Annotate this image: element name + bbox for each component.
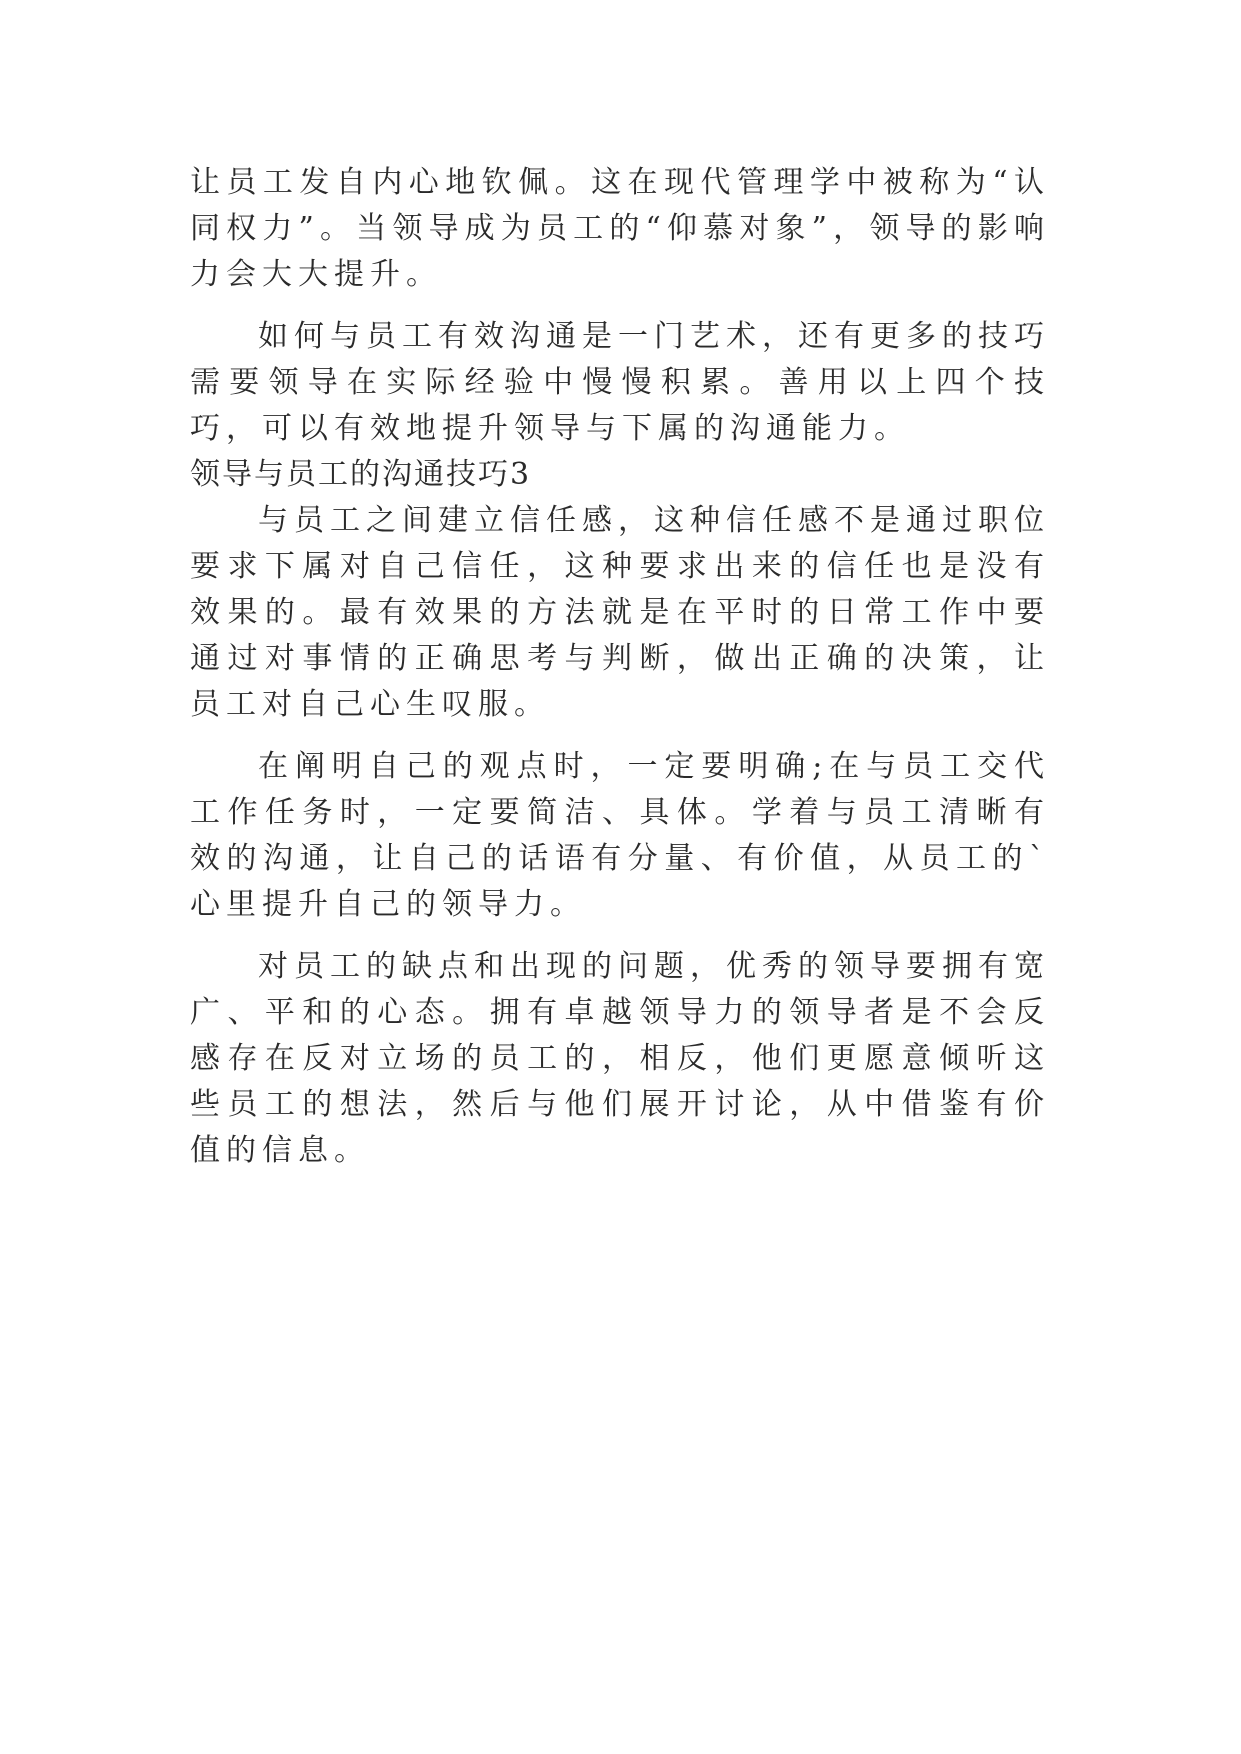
paragraph-communication-art: 如何与员工有效沟通是一门艺术，还有更多的技巧需要领导在实际经验中慢慢积累。善用以上四个技巧，可以有效地提升领导与下属的沟通能力。 (190, 319, 1050, 446)
paragraph-open-mindset: 对员工的缺点和出现的问题，优秀的领导要拥有宽广、平和的心态。拥有卓越领导力的领导者是不会反感存在反对立场的员工的，相反，他们更愿意倾听这些员工的想法，然后与他们展开讨论，从中借鉴有价值的信息。 (190, 949, 1050, 1168)
paragraph-clarity: 在阐明自己的观点时，一定要明确;在与员工交代工作任务时，一定要简洁、具体。学着与员工清晰有效的沟通，让自己的话语有分量、有价值，从员工的`心里提升自己的领导力。 (190, 749, 1050, 922)
paragraph-trust: 与员工之间建立信任感，这种信任感不是通过职位要求下属对自己信任，这种要求出来的信任也是没有效果的。最有效果的方法就是在平时的日常工作中要通过对事情的正确思考与判断，做出正确的决策，让员工对自己心生叹服。 (190, 503, 1050, 722)
document-body (190, 160, 1050, 1174)
paragraph-gap (190, 298, 1050, 314)
paragraph-continuation: 让员工发自内心地钦佩。这在现代管理学中被称为“认同权力”。当领导成为员工的“仰慕对象”，领导的影响力会大大提升。 (190, 165, 1050, 292)
section-heading: 领导与员工的沟通技巧3 (190, 457, 532, 492)
paragraph-gap (190, 928, 1050, 944)
paragraph-gap (190, 728, 1050, 744)
